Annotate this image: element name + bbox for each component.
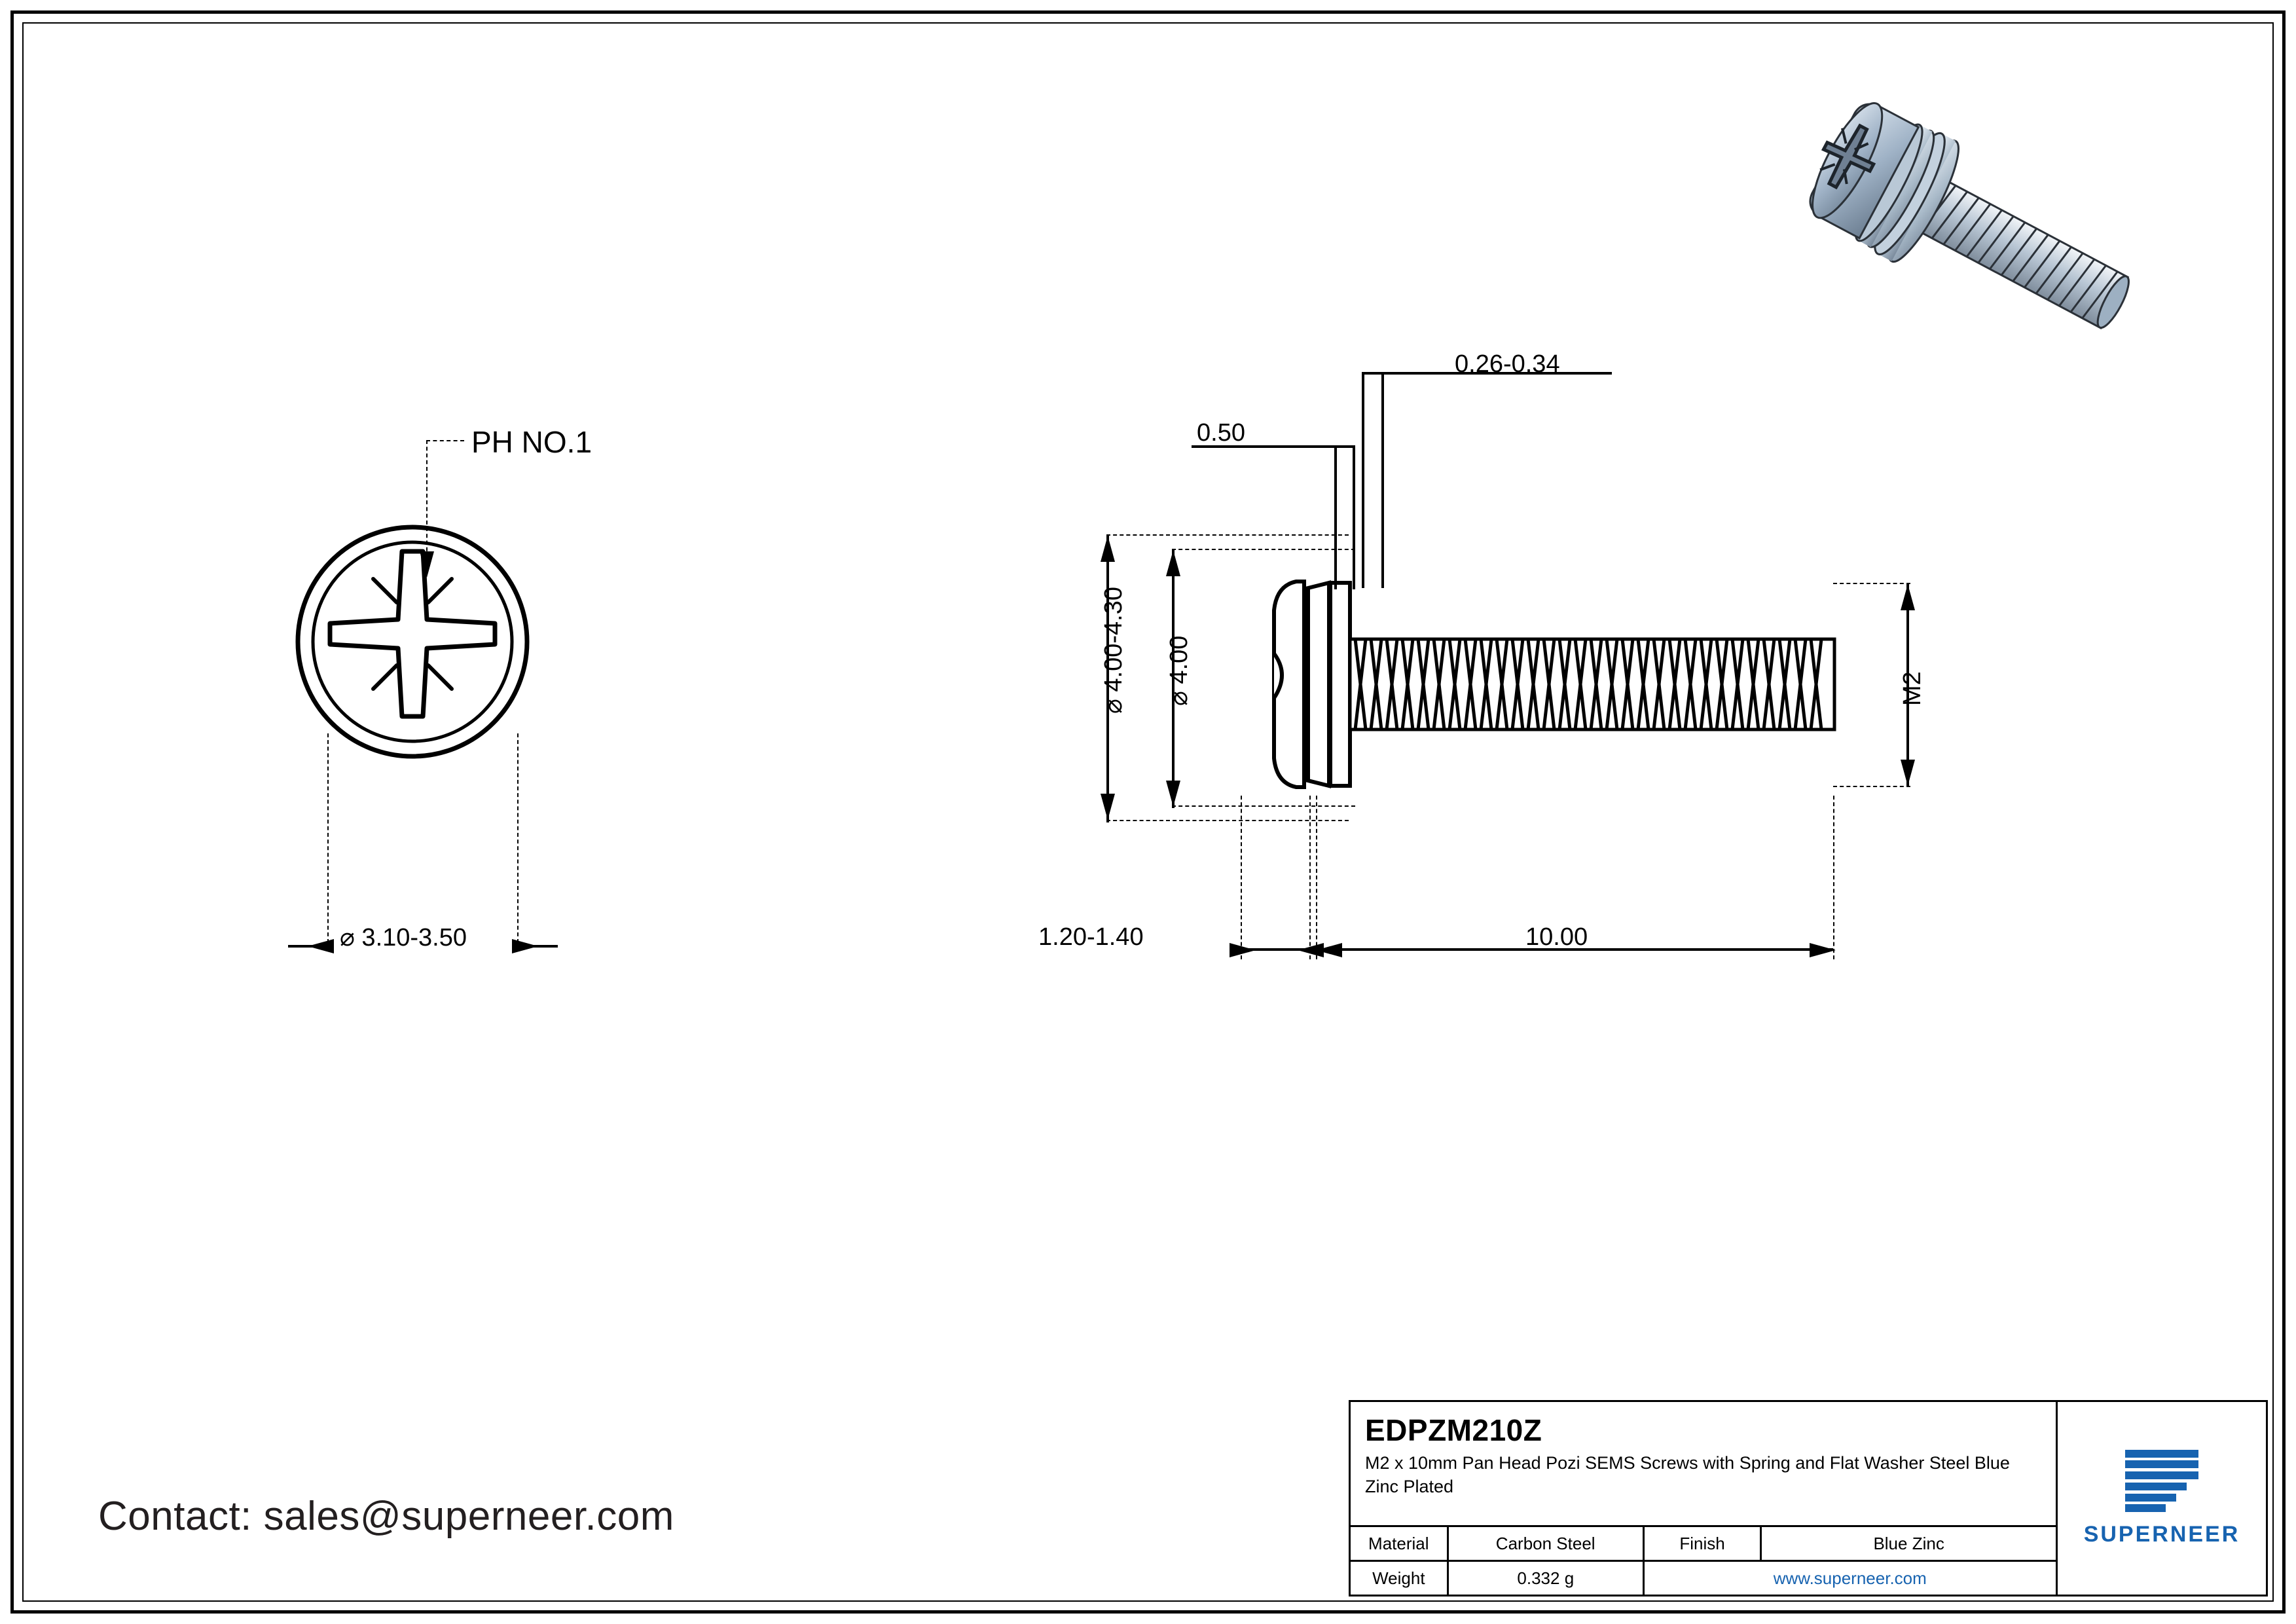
head-dia-ext-top [1172, 549, 1355, 550]
head-height-label: 1.20-1.40 [1038, 923, 1144, 951]
washer-od-arrow-bottom [1097, 790, 1119, 820]
weight-value: 0.332 g [1449, 1562, 1645, 1595]
front-dim-ext-right [517, 733, 519, 943]
logo-bars-icon [2125, 1450, 2198, 1513]
contact-email-text: Contact: sales@superneer.com [98, 1494, 674, 1539]
thread-length-ext-right [1833, 796, 1834, 959]
material-label: Material [1351, 1527, 1449, 1560]
head-height-ext-right [1309, 796, 1311, 959]
washer-od-ext-top [1106, 534, 1349, 536]
weight-website-row [1351, 1560, 2056, 1595]
ph-leader-arrow [416, 547, 437, 578]
head-height-ext-left [1241, 796, 1242, 959]
spring-washer-thickness-label: 0.26-0.34 [1455, 350, 1560, 378]
material-value: Carbon Steel [1449, 1527, 1645, 1560]
thread-size-arrow-bottom [1897, 756, 1919, 786]
washer-od-ext-bottom [1106, 820, 1349, 821]
flat-washer-ext-right [1353, 445, 1355, 589]
isometric-screw-render [1755, 79, 2174, 367]
part-code: EDPZM210Z [1365, 1413, 1542, 1447]
head-diameter-label: ⌀ 4.00 [1165, 635, 1193, 706]
front-dim-ext-left [327, 733, 329, 943]
spring-washer-ext-right [1381, 372, 1384, 588]
washer-outer-diameter-label: ⌀ 4.00-4.30 [1100, 586, 1127, 714]
front-diameter-label: ⌀ 3.10-3.50 [340, 924, 467, 951]
finish-value: Blue Zinc [1873, 1533, 1944, 1553]
ph-leader-horizontal [426, 440, 464, 441]
side-view-screw [1231, 576, 1879, 792]
thread-length-arrow-right [1806, 939, 1836, 961]
finish-label: Finish [1645, 1527, 1762, 1560]
front-view-head [282, 511, 543, 773]
weight-label: Weight [1351, 1562, 1449, 1595]
website-link[interactable]: www.superneer.com [1773, 1568, 1927, 1588]
thread-length-arrow-left [1316, 939, 1346, 961]
flat-washer-thickness-label: 0.50 [1197, 419, 1245, 447]
spring-washer-ext-left [1362, 372, 1364, 588]
part-description: M2 x 10mm Pan Head Pozi SEMS Screws with Spring and Flat Washer Steel Blue Zinc Plated [1365, 1453, 2010, 1496]
title-block-info [1351, 1402, 2058, 1595]
head-height-arrow-left [1226, 939, 1256, 961]
head-dia-arrow-top [1162, 550, 1184, 580]
front-dim-arrow-left [308, 935, 338, 957]
brand-logo [2058, 1402, 2266, 1595]
material-finish-row [1351, 1525, 2056, 1560]
head-dia-arrow-bottom [1162, 777, 1184, 807]
ph-leader-line [426, 440, 428, 558]
thread-size-label: M2 [1899, 671, 1926, 706]
title-block [1349, 1400, 2268, 1596]
ph-callout-label: PH NO.1 [471, 425, 592, 459]
thread-length-ext-left [1316, 796, 1317, 959]
washer-od-arrow-top [1097, 536, 1119, 566]
thread-size-ext-bottom [1833, 786, 1910, 787]
thread-length-label: 10.00 [1525, 923, 1588, 951]
front-dim-arrow-right [508, 935, 538, 957]
head-dia-ext-bottom [1172, 805, 1355, 807]
thread-size-arrow-top [1897, 584, 1919, 614]
flat-washer-ext-left [1334, 445, 1337, 589]
brand-name: SUPERNEER [2083, 1521, 2240, 1547]
